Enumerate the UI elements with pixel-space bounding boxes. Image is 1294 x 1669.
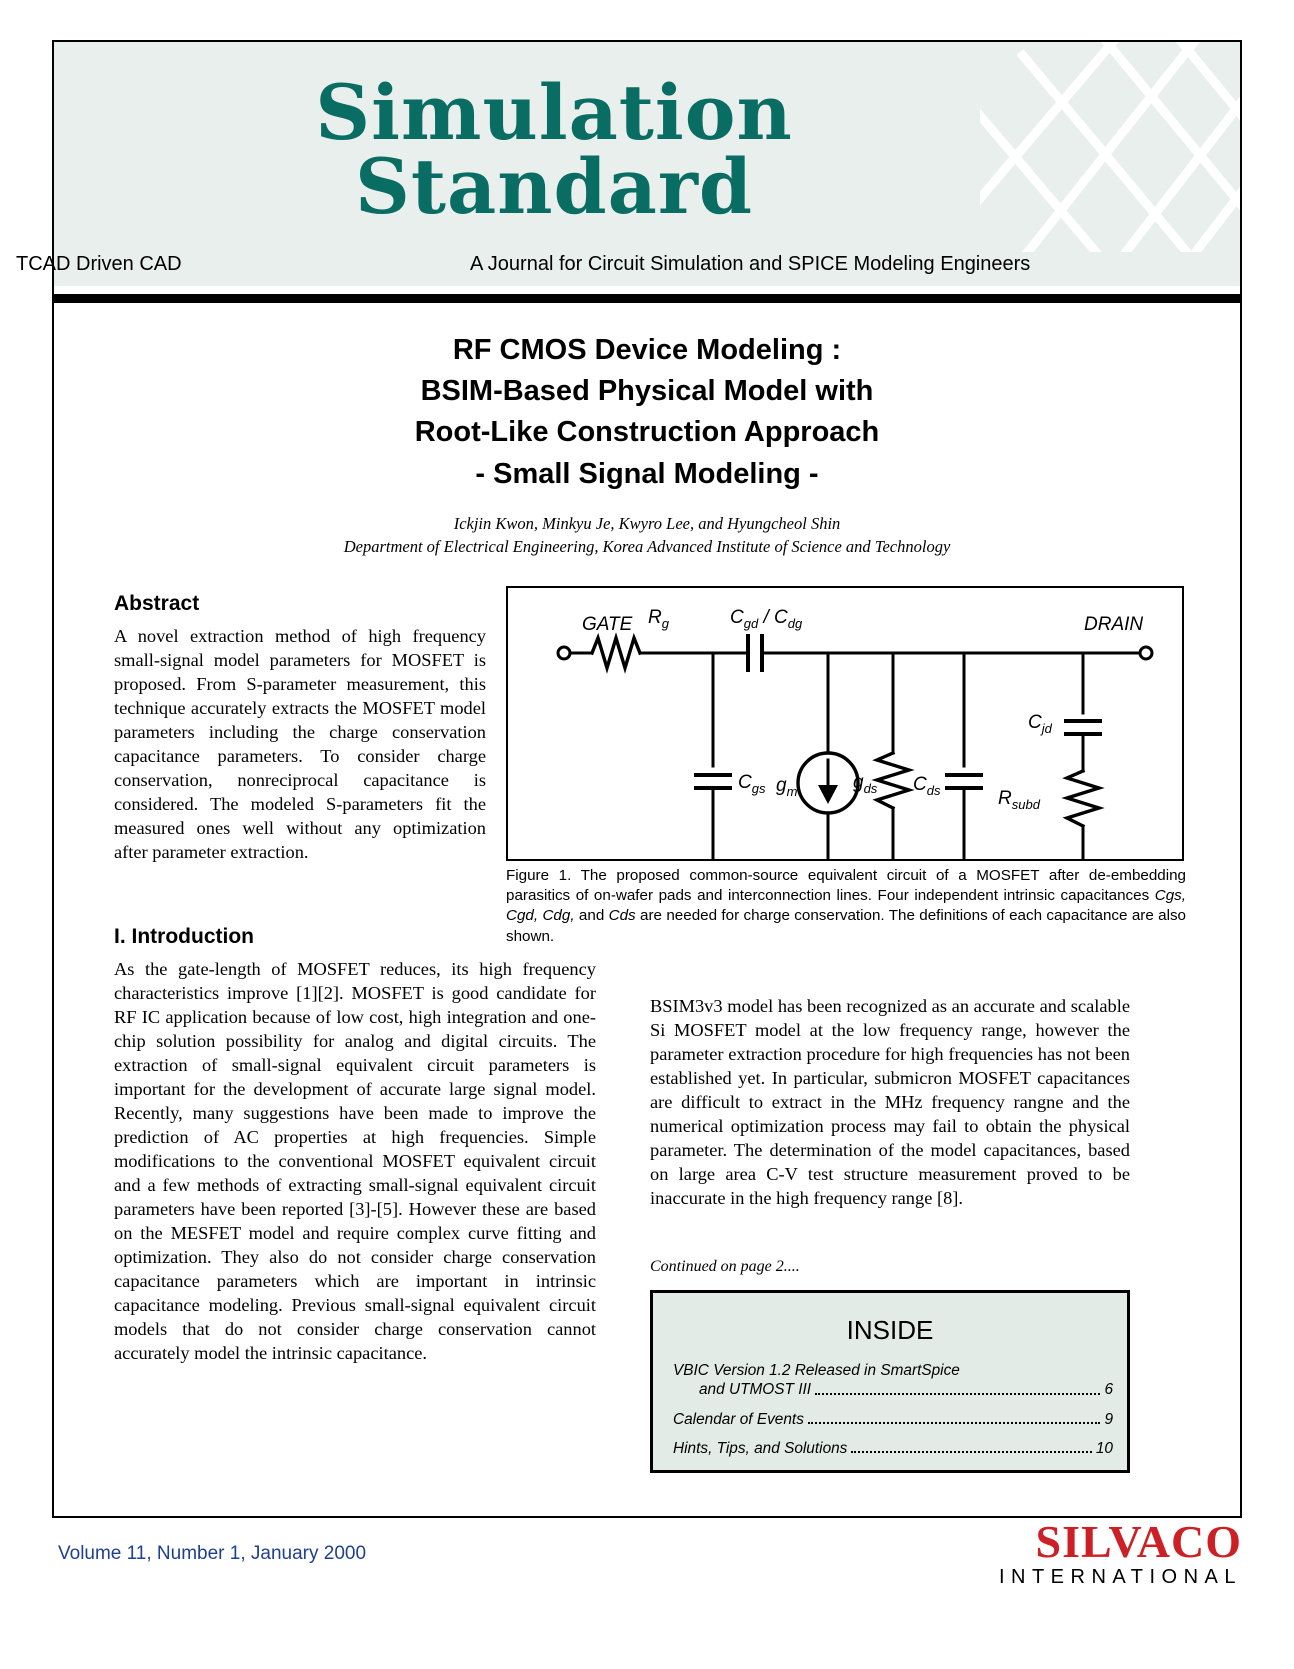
introduction-text: As the gate-length of MOSFET reduces, its high frequency characteristics improve [1][2]. MOSFET is good candidate for RF IC application because of low cost, high integration and one-chip solution possibility for analog and digital circuits. The extraction of small-signal equivalent circuit parameters is important for the development of accurate large signal model. Recently, many suggestions have been made to improve the prediction of AC properties at high frequencies. Simple modifications to the conventional MOSFET equivalent circuit and a few methods of extracting small-signal equivalent circuit parameters have been reported [3]-[5]. However these are based on the MESFET model and require complex curve fitting and optimization. They also do not consider charge conservation capacitance parameters which are important in intrinsic capacitance modeling. Previous small-signal equivalent circuit models that do not consider charge conservation cannot accurately model the intrinsic capacitance. <box>114 959 596 1364</box>
caption-italic-2: Cds <box>608 907 636 925</box>
label-gds: $g_{ds}$ <box>853 772 878 796</box>
figure-caption <box>506 866 1186 947</box>
label-gm: $g_m$ <box>776 775 798 799</box>
masthead-title-line2: Standard <box>354 142 754 232</box>
silvaco-wordmark: SILVACO <box>1035 1516 1242 1567</box>
figure-1 <box>506 586 1184 861</box>
silvaco-subtitle: INTERNATIONAL <box>998 1565 1242 1588</box>
label-gate: GATE <box>582 614 633 635</box>
caption-part-2: and <box>574 907 609 925</box>
abstract-text: A novel extraction method of high frequency small-signal model parameters for MOSFET is proposed. From S-parameter measurement, this technique accurately extracts the MOSFET model parameters including the charge conservation capacitance parameters. To consider charge conservation, nonreciprocal capacitance is considered. The modeled S-parameters fit the measured ones well without any optimization after parameter extraction. <box>114 626 486 863</box>
masthead-title <box>54 68 1054 232</box>
toc-item-vbic-label-2: and UTMOST III <box>699 1381 812 1399</box>
title-line-1: RF CMOS Device Modeling : <box>452 334 842 366</box>
toc-item-calendar-label: Calendar of Events <box>673 1410 804 1428</box>
masthead-title-line1: Simulation <box>315 68 793 157</box>
label-cgs: $C_{gs}$ <box>738 772 766 796</box>
toc-item-vbic[interactable] <box>673 1361 1113 1400</box>
label-cgd-cdg: $C_{gd} / C_{dg}$ <box>730 607 803 631</box>
label-cjd: $C_{jd}$ <box>1028 712 1052 736</box>
title-line-2: BSIM-Based Physical Model with <box>420 375 874 408</box>
continued-note: Continued on page 2.... <box>650 1258 800 1275</box>
toc-item-hints[interactable] <box>673 1439 1113 1458</box>
label-drain: DRAIN <box>1084 614 1144 635</box>
silvaco-logo <box>998 1516 1242 1589</box>
inside-toc <box>673 1361 1113 1468</box>
page-title <box>180 330 1114 495</box>
tagline-left: TCAD Driven CAD <box>16 253 182 275</box>
abstract-heading: Abstract <box>114 592 200 615</box>
toc-item-hints-label: Hints, Tips, and Solutions <box>673 1439 848 1457</box>
author-block <box>180 512 1114 559</box>
introduction-heading: I. Introduction <box>114 925 254 948</box>
title-line-3: Root-Like Construction Approach <box>414 416 880 449</box>
label-rg: $R_g$ <box>648 607 669 631</box>
toc-leader-dots <box>851 1450 1091 1453</box>
inside-heading: INSIDE <box>846 1315 934 1345</box>
masthead <box>54 42 1240 286</box>
inside-box <box>650 1290 1130 1473</box>
caption-part-1: Figure 1. The proposed common-source equivalent circuit of a MOSFET after de-embedding parasitics of on-wafer pads and interconnection lines. Four independent intrinsic capacitances <box>506 867 1186 905</box>
masthead-rule <box>52 294 1242 303</box>
caption-italic-1: Cgs, Cgd, Cdg, <box>506 887 1186 925</box>
volume-info: Volume 11, Number 1, January 2000 <box>58 1543 367 1564</box>
toc-item-hints-page: 10 <box>1095 1439 1113 1457</box>
equivalent-circuit-schematic <box>508 588 1182 859</box>
title-line-4: - Small Signal Modeling - <box>475 457 819 490</box>
label-cds: $C_{ds}$ <box>913 774 941 798</box>
toc-leader-dots <box>808 1421 1101 1424</box>
label-rsubd: $R_{subd}$ <box>998 788 1040 812</box>
toc-leader-dots <box>815 1392 1100 1395</box>
toc-item-calendar[interactable] <box>673 1410 1113 1429</box>
toc-item-vbic-label-1: VBIC Version 1.2 Released in SmartSpice <box>673 1362 960 1379</box>
toc-item-calendar-page: 9 <box>1104 1410 1113 1428</box>
author-affiliation: Department of Electrical Engineering, Korea Advanced Institute of Science and Technology <box>343 537 951 557</box>
author-names: Ickjin Kwon, Minkyu Je, Kwyro Lee, and Hyungcheol Shin <box>453 514 841 533</box>
right-column-text: BSIM3v3 model has been recognized as an accurate and scalable Si MOSFET model at the low frequency range, however the parameter extraction procedure for high frequencies has not been established yet. In particular, submicron MOSFET capacitances are difficult to extract in the MHz frequency rangne and the numerical optimization process may fail to obtain the physical parameter. The determination of the model capacitances, based on large area C-V test structure measurement proved to be inaccurate in the high frequency range [8]. <box>650 996 1130 1209</box>
tagline-right: A Journal for Circuit Simulation and SPICE Modeling Engineers <box>470 253 1031 275</box>
caption-part-3: are needed for charge conservation. The definitions of each capacitance are also shown. <box>506 907 1187 945</box>
toc-item-vbic-page: 6 <box>1104 1381 1113 1399</box>
